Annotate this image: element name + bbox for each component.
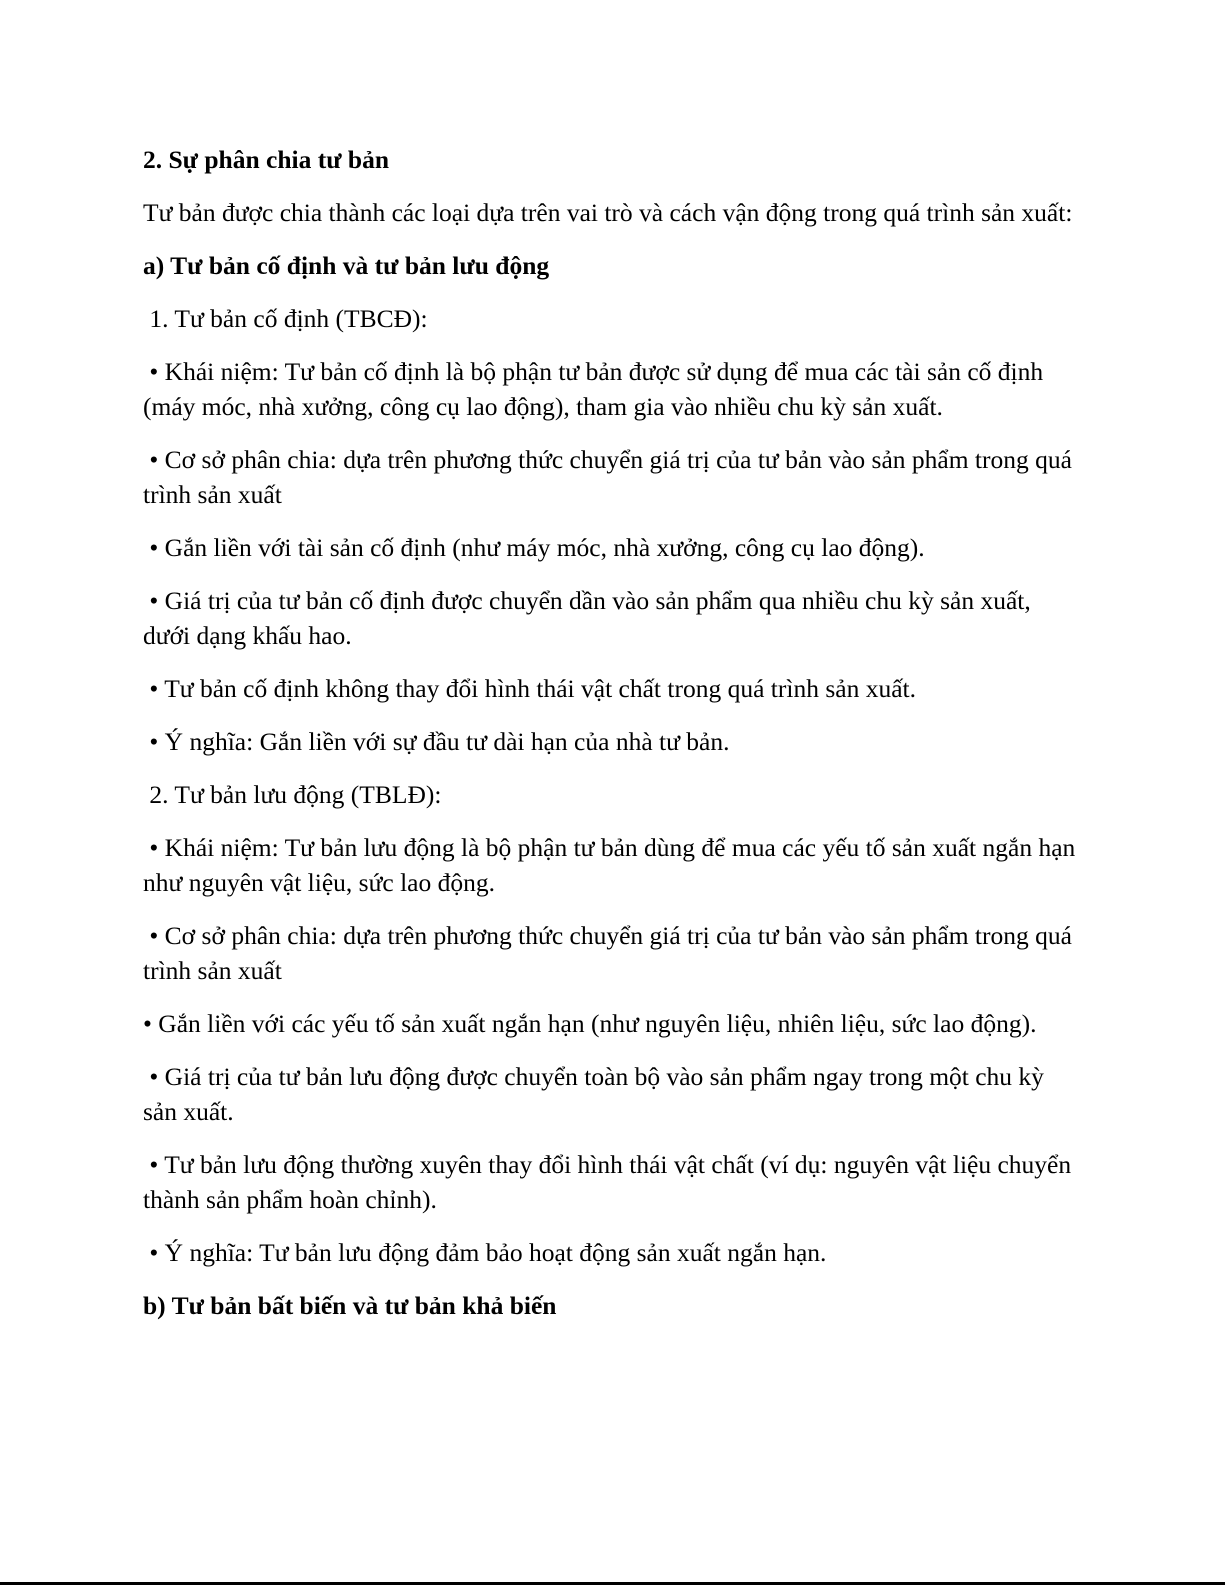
bullet-circulating-meaning: • Ý nghĩa: Tư bản lưu động đảm bảo hoạt động sản xuất ngắn hạn.	[143, 1238, 827, 1267]
document-page	[143, 142, 1083, 1341]
section-heading: 2. Sự phân chia tư bản	[143, 145, 390, 174]
bullet-fixed-value-transfer: • Giá trị của tư bản cố định được chuyển dần vào sản phẩm qua nhiều chu kỳ sản xuất, dưới dạng khấu hao.	[143, 586, 1038, 650]
bullet-fixed-form: • Tư bản cố định không thay đổi hình thái vật chất trong quá trình sản xuất.	[143, 674, 916, 703]
intro-paragraph: Tư bản được chia thành các loại dựa trên vai trò và cách vận động trong quá trình sản xuất:	[143, 198, 1073, 227]
bullet-circulating-factors: • Gắn liền với các yếu tố sản xuất ngắn hạn (như nguyên liệu, nhiên liệu, sức lao động).	[143, 1009, 1037, 1038]
item-fixed-capital-title: 1. Tư bản cố định (TBCĐ):	[143, 304, 428, 333]
subsection-heading-b: b) Tư bản bất biến và tư bản khả biến	[143, 1291, 557, 1320]
bullet-fixed-basis: • Cơ sở phân chia: dựa trên phương thức chuyển giá trị của tư bản vào sản phẩm trong quá trình sản xuất	[143, 445, 1079, 509]
bullet-fixed-assets: • Gắn liền với tài sản cố định (như máy móc, nhà xưởng, công cụ lao động).	[143, 533, 925, 562]
bullet-fixed-concept: • Khái niệm: Tư bản cố định là bộ phận tư bản được sử dụng để mua các tài sản cố định (máy móc, nhà xưởng, công cụ lao động), tham gia vào nhiều chu kỳ sản xuất.	[143, 357, 1050, 421]
bullet-circulating-concept: • Khái niệm: Tư bản lưu động là bộ phận tư bản dùng để mua các yếu tố sản xuất ngắn hạn như nguyên vật liệu, sức lao động.	[143, 833, 1082, 897]
item-circulating-capital-title: 2. Tư bản lưu động (TBLĐ):	[143, 780, 442, 809]
bullet-circulating-value-transfer: • Giá trị của tư bản lưu động được chuyển toàn bộ vào sản phẩm ngay trong một chu kỳ sản xuất.	[143, 1062, 1051, 1126]
bullet-circulating-basis: • Cơ sở phân chia: dựa trên phương thức chuyển giá trị của tư bản vào sản phẩm trong quá trình sản xuất	[143, 921, 1079, 985]
bullet-circulating-form: • Tư bản lưu động thường xuyên thay đổi hình thái vật chất (ví dụ: nguyên vật liệu chuyển thành sản phẩm hoàn chỉnh).	[143, 1150, 1078, 1214]
bullet-fixed-meaning: • Ý nghĩa: Gắn liền với sự đầu tư dài hạn của nhà tư bản.	[143, 727, 730, 756]
subsection-heading-a: a) Tư bản cố định và tư bản lưu động	[143, 251, 550, 280]
